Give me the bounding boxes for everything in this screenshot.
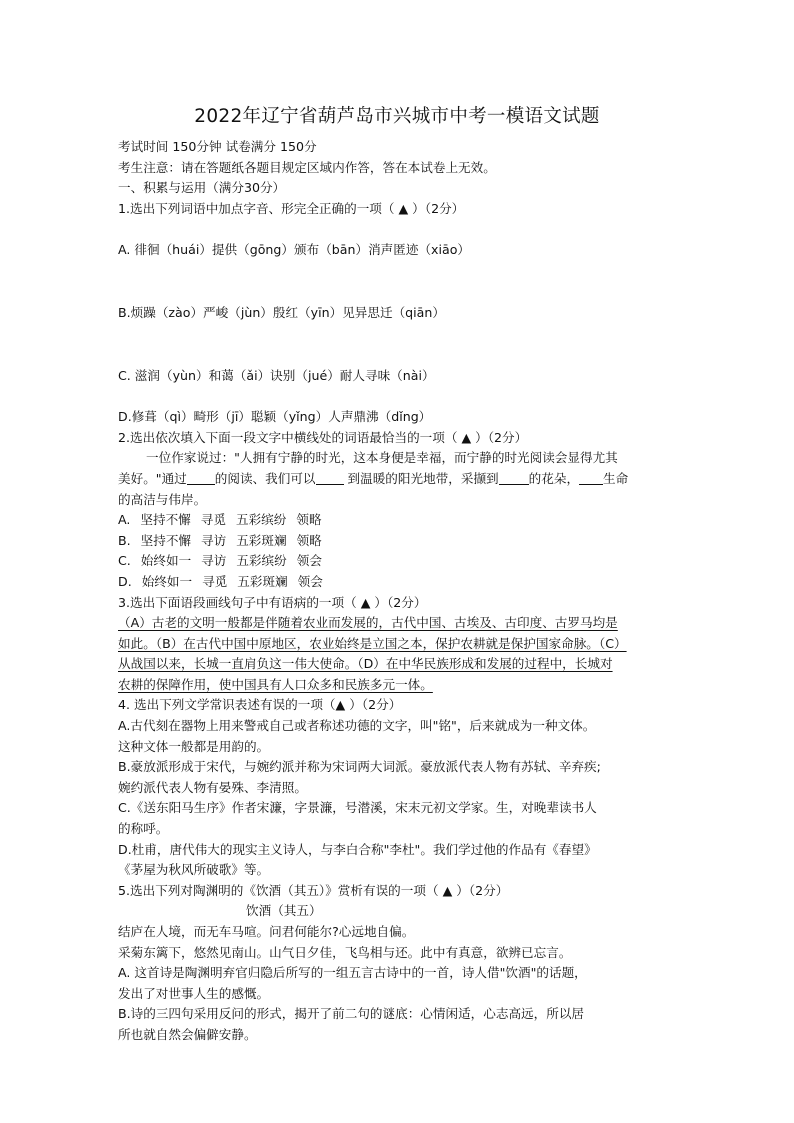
question-1-option-c: C. 滋润（yùn）和蔼（ǎi）诀别（jué）耐人寻味（nài） — [118, 367, 435, 383]
passage-text: 美好。"通过 — [118, 470, 187, 486]
passage-text: 的花朵， — [528, 470, 580, 486]
question-2-option-d: D. 始终如一 寻觅 五彩斑斓 领会 — [118, 573, 323, 589]
page-title: 2022年辽宁省葫芦岛市兴城市中考一模语文试题 — [194, 106, 600, 127]
question-2-passage-line-1: 一位作家说过："人拥有宁静的时光，这本身便是幸福，而宁静的时光阅读会显得尤其 — [146, 450, 618, 466]
question-4-option-c-cont: 的称呼。 — [118, 821, 169, 837]
question-2-stem: 2.选出依次填入下面一段文字中横线处的词语最恰当的一项（ ▲ ）（2分） — [118, 429, 528, 445]
fill-blank-1 — [187, 470, 215, 485]
fill-blank-2 — [316, 470, 344, 485]
fill-blank-3 — [499, 470, 529, 485]
question-3-passage-line-1: （A）古老的文明一般都是伴随着农业而发展的，古代中国、古埃及、古印度、古罗马均是 — [118, 615, 618, 631]
question-3-passage-line-2: 如此。（B）在古代中国中原地区，农业始终是立国之本，保护农耕就是保护国家命脉。（C） — [118, 635, 627, 651]
question-1-option-a: A. 徘徊（huái）提供（gōng）颁布（bān）消声匿迹（xiāo） — [118, 242, 471, 258]
question-3-passage-line-3: 从战国以来，长城一直肩负这一伟大使命。（D）在中华民族形成和发展的过程中，长城对 — [118, 656, 613, 672]
question-2-option-b: B. 坚持不懈 寻访 五彩斑斓 领略 — [118, 532, 322, 548]
question-1-stem: 1.选出下列词语中加点字音、形完全正确的一项（ ▲ ）（2分） — [118, 200, 465, 216]
question-3-passage-line-4: 农耕的保障作用，使中国具有人口众多和民族多元一体。 — [118, 676, 433, 692]
question-2-passage-line-2 — [118, 469, 688, 490]
question-5-stem: 5.选出下列对陶渊明的《饮酒（其五）》赏析有误的一项（ ▲ ）（2分） — [118, 882, 509, 898]
question-4-option-d-cont: 《茅屋为秋风所破歌》等。 — [118, 862, 270, 878]
poem-line-1: 结庐在人境，而无车马喧。问君何能尔?心远地自偏。 — [118, 924, 415, 939]
question-4-option-a-cont: 这种文体一般都是用韵的。 — [118, 738, 270, 754]
question-1-option-d: D.修葺（qì）畸形（jī）聪颖（yǐng）人声鼎沸（dǐng） — [118, 409, 432, 425]
question-5-option-a-cont: 发出了对世事人生的感慨。 — [118, 985, 270, 1001]
question-4-option-c: C.《送东阳马生序》作者宋濂，字景濂，号潜溪，宋末元初文学家。生，对晚辈读书人 — [118, 800, 597, 816]
question-4-option-b-cont: 婉约派代表人物有晏殊、李清照。 — [118, 779, 307, 795]
question-2-option-a: A. 坚持不懈 寻觅 五彩缤纷 领略 — [118, 512, 322, 528]
poem-line-2: 采菊东篱下，悠然见南山。山气日夕佳，飞鸟相与还。此中有真意，欲辨已忘言。 — [118, 944, 572, 960]
question-4-option-b: B.豪放派形成于宋代，与婉约派并称为宋词两大词派。豪放派代表人物有苏轼、辛弃疾; — [118, 759, 601, 775]
exam-notice: 考生注意：请在答题纸各题目规定区域内作答，答在本试卷上无效。 — [118, 159, 496, 175]
exam-meta: 考试时间 150分钟 试卷满分 150分 — [118, 139, 317, 154]
question-5-option-a: A. 这首诗是陶渊明弃官归隐后所写的一组五言古诗中的一首，诗人借"饮酒"的话题， — [118, 965, 587, 981]
question-4-option-d: D.杜甫，唐代伟大的现实主义诗人，与李白合称"李杜"。我们学过他的作品有《春望》 — [118, 841, 597, 857]
question-3-stem: 3.选出下面语段画线句子中有语病的一项（ ▲ ）（2分） — [118, 594, 427, 610]
question-2-passage-line-3: 的高洁与伟岸。 — [118, 491, 207, 507]
question-1-option-b: B.烦躁（zào）严峻（jùn）殷红（yīn）见异思迁（qiān） — [118, 304, 445, 320]
section-heading: 一、积累与运用（满分30分） — [118, 180, 286, 196]
passage-text: 的阅读、我们可以 — [214, 470, 316, 486]
question-5-option-b: B.诗的三四句采用反问的形式，揭开了前二句的谜底：心情闲适，心志高远，所以居 — [118, 1006, 585, 1022]
passage-text: 生命 — [603, 470, 629, 486]
fill-blank-4 — [579, 470, 603, 485]
question-4-option-a: A.古代刻在器物上用来警戒自己或者称述功德的文字，叫"铭"，后来就成为一种文体。 — [118, 718, 596, 734]
question-4-stem: 4. 选出下列文学常识表述有误的一项（▲ ）（2分） — [118, 697, 402, 713]
poem-title: 饮酒（其五） — [246, 903, 322, 919]
question-5-option-b-cont: 所也就自然会偏僻安静。 — [118, 1026, 257, 1042]
question-2-option-c: C. 始终如一 寻访 五彩缤纷 领会 — [118, 553, 322, 569]
passage-text: 到温暖的阳光地带，采撷到 — [343, 470, 499, 486]
exam-content — [118, 137, 688, 1046]
